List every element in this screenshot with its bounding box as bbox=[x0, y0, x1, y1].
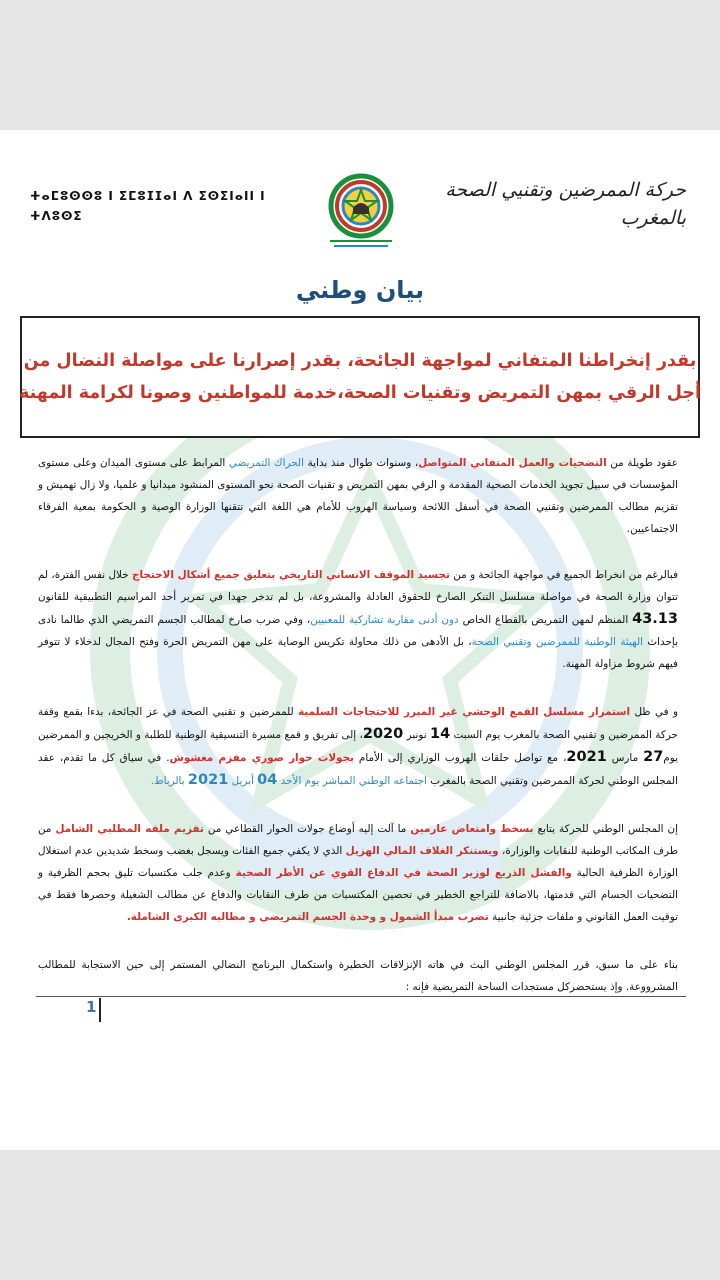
footer-divider bbox=[36, 996, 686, 997]
p1-text-a: عقود طويلة من bbox=[606, 457, 678, 469]
org-name-line-2: بالمغرب bbox=[620, 207, 686, 229]
org-name-tifinagh bbox=[30, 186, 300, 226]
p3-text-k: ، مع تواصل حلقات الهروب الوزاري إلى الأمام bbox=[353, 752, 567, 764]
p3-text-m: . في سياق كل ما تقدم، عقد المجلس الوطني لحركة الممرضين وتقنيي الصحة بالمغرب bbox=[38, 752, 678, 787]
p3-year-2020: 2020 bbox=[362, 726, 404, 742]
org-name-line-1: حركة الممرضين وتقنيي الصحة bbox=[445, 179, 686, 201]
p2-text-c: خلال نفس الفترة، لم تتوان وزارة الصحة في مواصلة مسلسل التنكر الصارخ للحقوق العادلة والمشروعة، بل لم تدخر جهدا في تمرير أحد المراسيم التطبيقية للقانون bbox=[38, 569, 678, 603]
paragraph-1 bbox=[38, 452, 678, 540]
p1-highlight-movement: الحراك التمريضي bbox=[228, 457, 304, 469]
tifinagh-line-1: ⵜⴰⵎⵓⵙⵙⵓ ⵏ ⵉⵎⵓⵊⵊⴰⵏ ⴷ ⵉⵙⵉⵏⴰⵏⵏ ⵏ bbox=[30, 189, 266, 203]
paragraph-3 bbox=[38, 701, 678, 792]
p4-text-g: الذي لا يكفي جميع الفئات ويسجل بغضب وسخط شديدين عدم استغلال الوزارة الظرفية الحالية bbox=[38, 845, 678, 879]
p4-highlight-budget: ويستنكر الغلاف المالي الهزيل bbox=[345, 845, 499, 857]
p3-text-e: نونبر bbox=[403, 729, 430, 741]
p2-highlight-position: تجسيد الموقف الانساني التاريخي بتعليق جميع أشكال الاحتجاج bbox=[132, 569, 450, 581]
tifinagh-line-2: ⵜⴷⵓⵙⵉ bbox=[30, 209, 83, 223]
page-number-bar bbox=[99, 998, 101, 1022]
p4-text-i: وعدم جلب مكتسبات تليق بحجم الظرفية و التضحيات الجسام التي قدمتها، بالاضافة للتراجع الخطير في تحصين المكتسبات من طرف النقابات والدفاع عن مطالب الشغيلة وحصرها فقط في توقيت العمل القانوني و ملفات جزئية جانبية bbox=[38, 867, 678, 923]
p3-day-27: 27 bbox=[643, 749, 664, 765]
p2-highlight-national-body: الهيئة الوطنية للممرضين وتقنيي الصحة bbox=[471, 636, 644, 648]
p2-law-number: 43.13 bbox=[632, 611, 678, 627]
p3-day-14: 14 bbox=[429, 726, 451, 742]
p4-highlight-anger: بسخط وامتعاض عارمين bbox=[410, 823, 534, 835]
letterhead bbox=[0, 130, 720, 270]
p2-text-a: فبالرغم من انخراط الجميع في مواجهة الجائحة و من bbox=[449, 569, 678, 581]
p3-text-g: ، إلى تفريق و قمع مسيرة التنسيقية الوطنية للطلبة و الخريجين و الممرضين يوم bbox=[38, 729, 678, 764]
p3-meeting-year: 2021 bbox=[187, 772, 229, 788]
statement-body bbox=[38, 452, 678, 1022]
p4-text-a: إن المجلس الوطني للحركة يتابع bbox=[533, 823, 678, 835]
p3-year-2021: 2021 bbox=[566, 749, 607, 765]
p3-highlight-sham-dialogue: بجولات حوار صوري مفزم مغشوش bbox=[169, 752, 354, 764]
p3-highlight-repression: استمرار مسلسل القمع الوحشي غير المبرر للاحتجاجات السلمية bbox=[298, 706, 631, 718]
organization-logo bbox=[320, 168, 402, 250]
p3-meeting-place: بالرباط. bbox=[150, 775, 188, 787]
p3-meeting-day: 04 bbox=[257, 772, 278, 788]
p1-text-c: ، وسنوات طوال منذ بداية bbox=[303, 457, 419, 469]
p3-text-c: للممرضين و تقنيي الصحة في عز الجائحة، بدءا بقمع وقفة حركة الممرضين و تقنيي الصحة بالمغرب يوم السبت bbox=[38, 706, 678, 741]
p1-text-e: المرابط على مستوى الميدان وعلى مستوى المؤسسات في سبيل تجويد الخدمات الصحية المقدمة و الرقي بمهن التمريض و تقنيات الصحة نحو المستوى المنشود ميدانيا و علميا، ولا زال تهميش و تقزيم مطالب الممرضين وتقنيي الصحة في أسفل اللائحة وسياسة الهروب للأمام هي اللغة التي تتقنها الوزارة الوصية و الحكومة بمعية الفرقاء الاجتماعيين. bbox=[38, 457, 678, 535]
paragraph-2 bbox=[38, 564, 678, 675]
p3-text-i: مارس bbox=[606, 752, 644, 764]
p4-text-c: ما آلت إليه أوضاع جولات الحوار القطاعي من bbox=[203, 823, 411, 835]
p4-highlight-minister-failure: والفشل الذريع لوزير الصحة في الدفاع القوي عن الأطر الصحية bbox=[235, 867, 572, 879]
p3-text-a: و في ظل bbox=[630, 706, 678, 718]
headline-line-1: بقدر إنخراطنا المتفاني لمواجهة الجائحة، بقدر إصرارنا على مواصلة النضال من bbox=[23, 351, 697, 371]
p4-highlight-unity: تضرب مبدأ الشمول و وحدة الجسم التمريضي و مطالبه الكبرى الشاملة. bbox=[126, 911, 489, 923]
p2-text-g: ، وفي ضرب صارخ لمطالب الجسم التمريضي الذي طالما نادى بإحداث bbox=[38, 614, 678, 648]
p4-highlight-demands: تقزيم ملفه المطلبي الشامل bbox=[55, 823, 204, 835]
p2-text-i: ، بل الأدهى من ذلك محاولة تكريس الوصاية على مهن التمريض الحرة وفتح المجال لدخلاء لا تتوفر فيهم شروط مزاولة المهنة. bbox=[38, 636, 678, 670]
paragraph-5 bbox=[38, 954, 678, 998]
headline-box bbox=[20, 316, 700, 438]
p3-meeting-month: أبريل bbox=[228, 775, 258, 787]
p2-highlight-no-participation: دون أدنى مقاربة تشاركية للمعنيين bbox=[310, 614, 459, 626]
org-name-arabic bbox=[426, 176, 686, 232]
p1-highlight-sacrifices: التضحيات والعمل المتفاني المتواصل bbox=[418, 457, 607, 469]
p5-text-a: بناء على ما سبق، قرر المجلس الوطني البث في هاته الإنزلاقات الخطيرة واستكمال البرنامج النضالي المستمر إلى حين الاستجابة للمطالب المشرووعة. وإذ يستحضركل مستجدات الساحة التمريضية فإنه : bbox=[38, 959, 678, 993]
document-title: بيان وطني bbox=[295, 276, 425, 304]
p4-text-e: من طرف المكاتب الوطنية للنقابات والوزارة، bbox=[38, 823, 678, 857]
page-number: 1 bbox=[86, 998, 97, 1016]
p3-highlight-meeting: اجتماعه الوطني المباشر يوم الأحد bbox=[277, 775, 427, 787]
document-page bbox=[0, 130, 720, 1150]
p2-text-e: المنظم لمهن التمريض بالقطاع الخاص bbox=[458, 614, 633, 626]
headline-line-2: أجل الرقي بمهن التمريض وتقنيات الصحة،خدمة للمواطنين وصونا لكرامة المهنة bbox=[19, 383, 701, 403]
paragraph-4 bbox=[38, 818, 678, 928]
